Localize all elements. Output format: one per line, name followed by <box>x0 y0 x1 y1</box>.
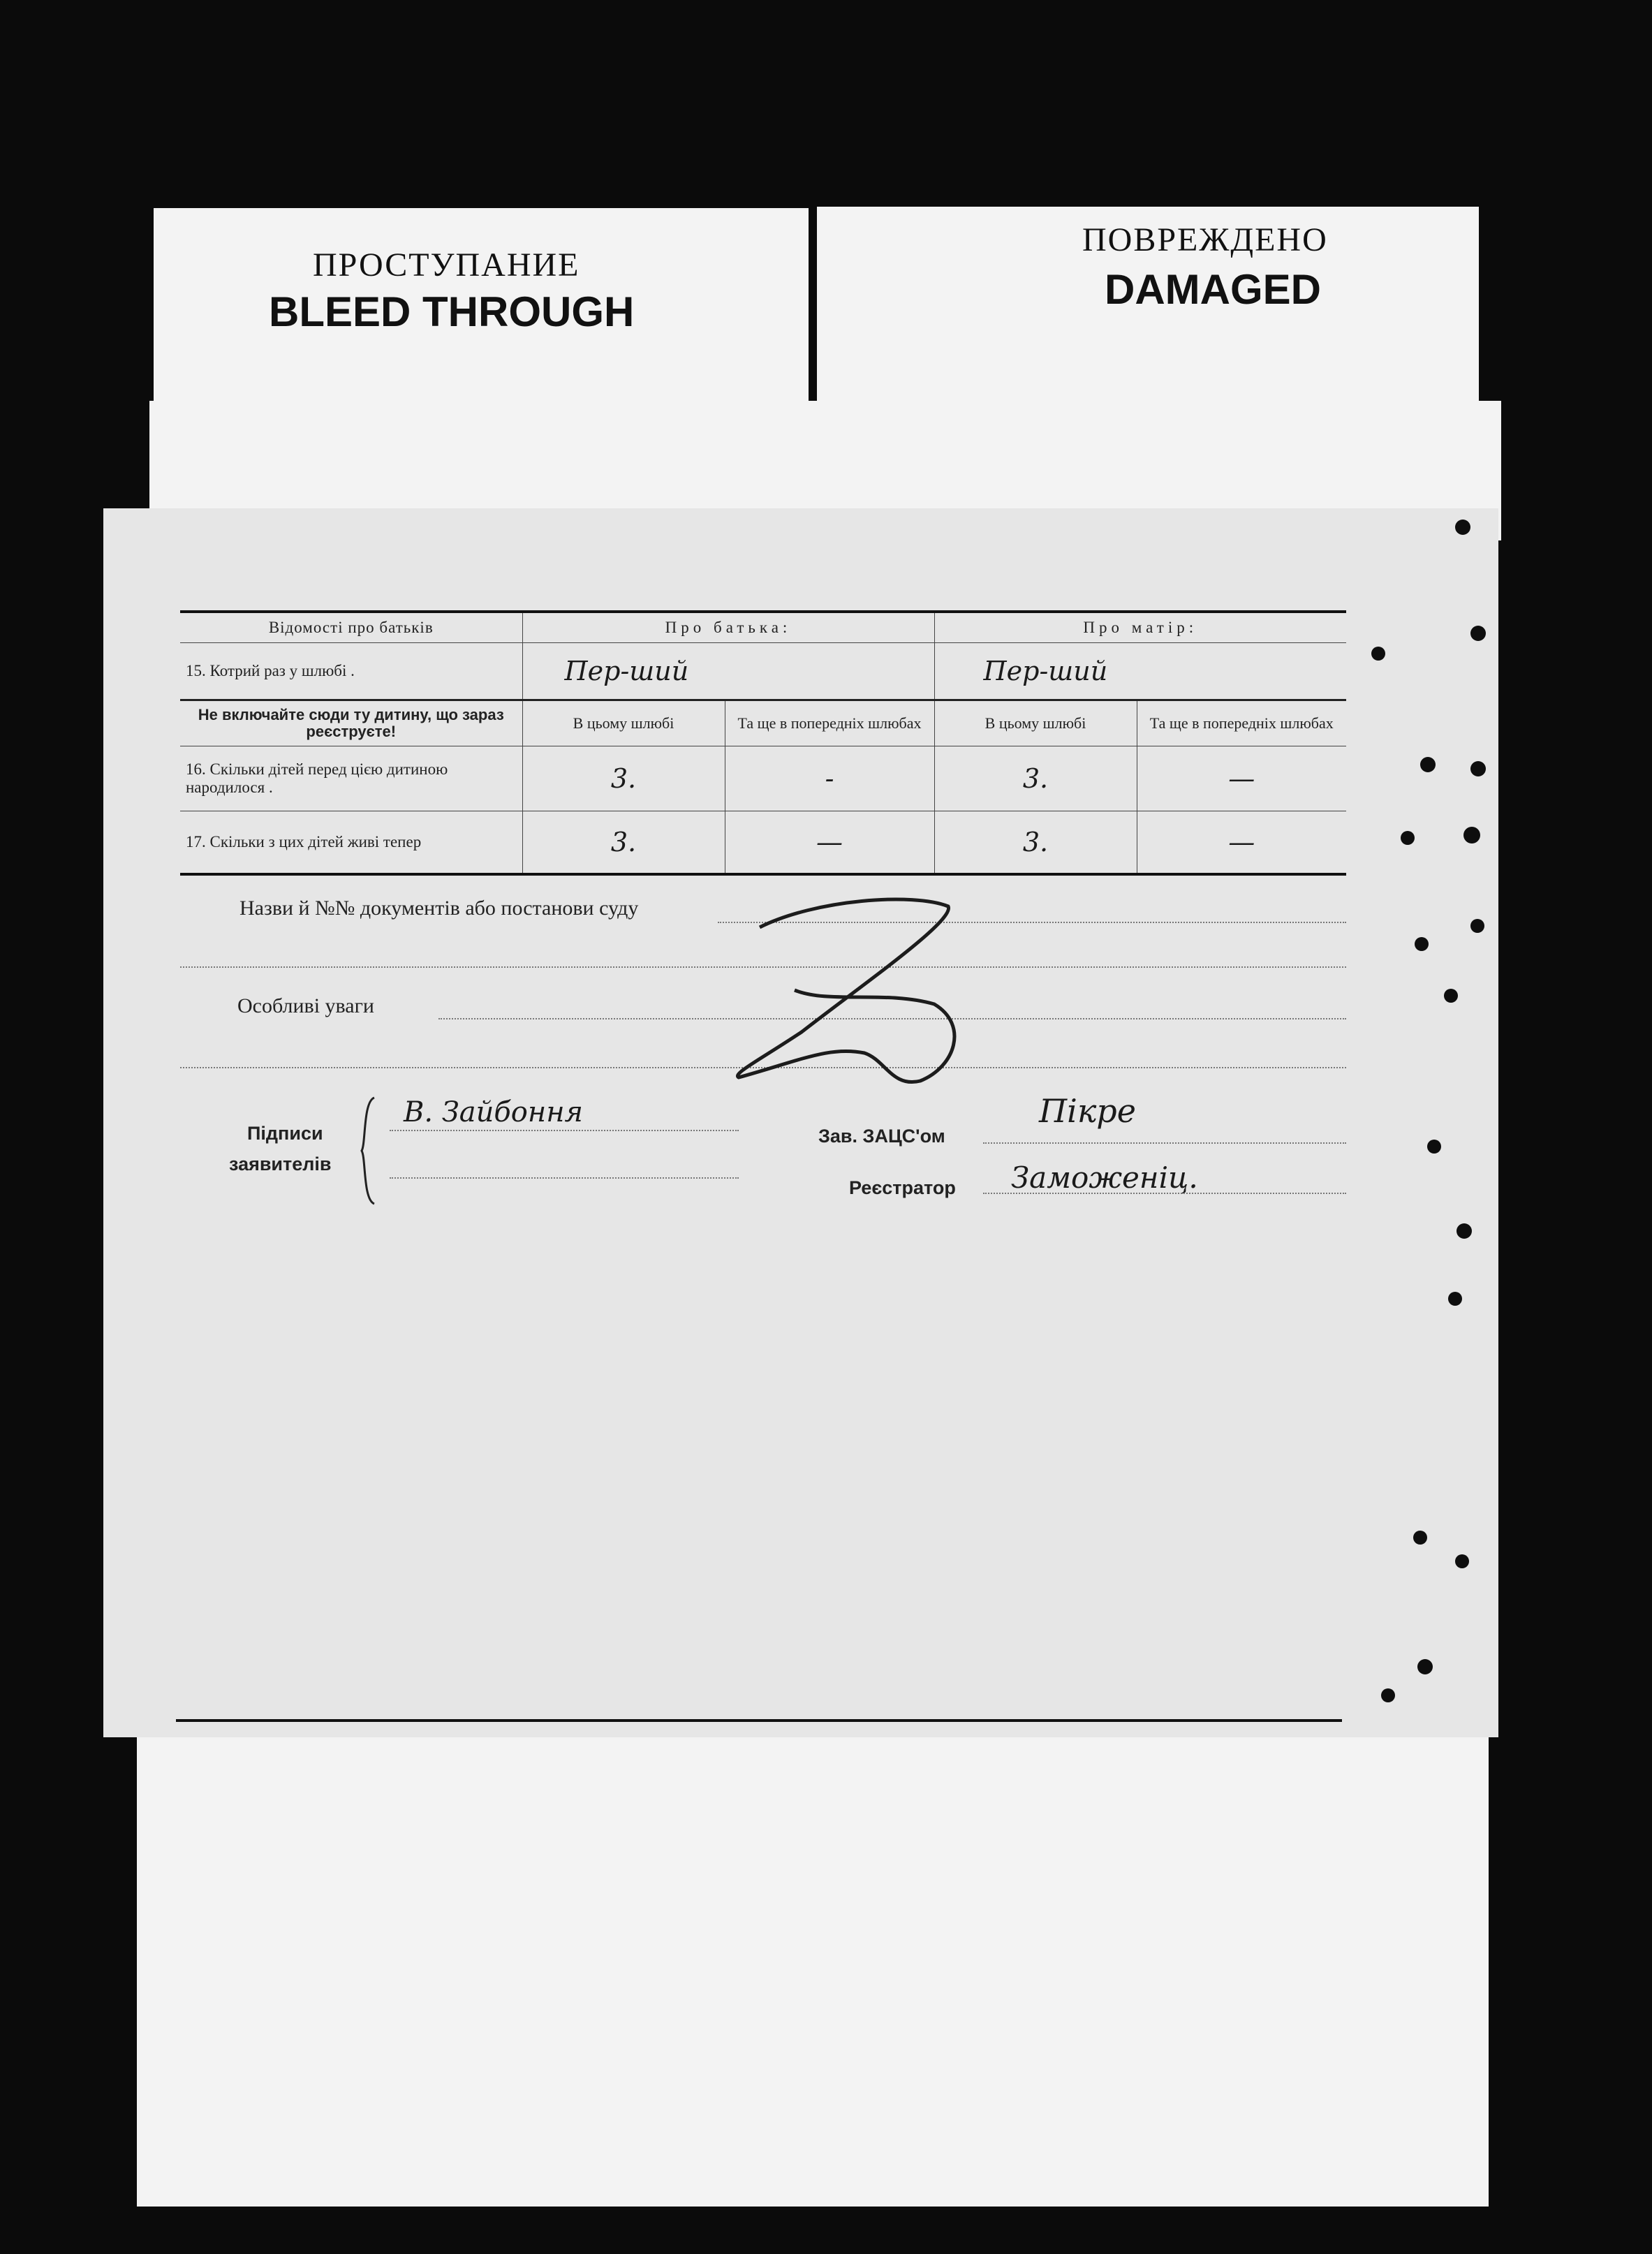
registrar-label: Реєстратор <box>849 1177 956 1198</box>
binding-hole <box>1463 827 1480 844</box>
row16-mother-this: 3. <box>1022 763 1049 794</box>
bleed-through-ru: ПРОСТУПАНИЕ <box>313 246 580 283</box>
row16-label: 16. Скільки дітей перед цією дитиною народилося . <box>180 746 522 811</box>
binding-hole <box>1470 626 1486 641</box>
binding-hole <box>1455 520 1470 535</box>
father-this-marriage-header: В цьому шлюбі <box>522 700 725 746</box>
row16-father-this: 3. <box>610 763 637 794</box>
registrar-line <box>983 1193 1346 1194</box>
binding-hole <box>1470 761 1486 776</box>
binding-hole <box>1456 1223 1472 1239</box>
binding-hole <box>1401 831 1415 845</box>
row15-father-value: Пер-ший <box>564 656 689 686</box>
bottom-rule <box>176 1719 1342 1722</box>
row16-father-prev: - <box>825 763 834 794</box>
header-parents-info: Відомості про батьків <box>180 612 522 643</box>
header-father: Про батька: <box>522 612 934 643</box>
table-row-16 <box>180 746 1346 811</box>
damaged-label-card <box>817 207 1479 411</box>
bleed-through-en: BLEED THROUGH <box>269 288 635 335</box>
damaged-ru: ПОВРЕЖДЕНО <box>1082 221 1328 258</box>
head-zags-signature: Пікре <box>1039 1092 1136 1130</box>
table-subheader-row <box>180 700 1346 746</box>
binding-hole <box>1417 1659 1433 1674</box>
table-row-15 <box>180 643 1346 700</box>
mother-previous-header: Та ще в попередніх шлюбах <box>1137 700 1346 746</box>
binding-hole <box>1455 1554 1469 1568</box>
row17-label: 17. Скільки з цих дітей живі тепер <box>180 811 522 875</box>
z-strike-mark <box>620 885 1039 1095</box>
binding-hole <box>1420 757 1436 772</box>
signatures-bracket <box>359 1095 380 1207</box>
table-row-17 <box>180 811 1346 875</box>
documents-label: Назви й №№ документів або постанови суду <box>239 897 639 920</box>
binding-hole <box>1470 919 1484 933</box>
head-zags-line <box>983 1142 1346 1144</box>
applicant-signature: В. Зайбоння <box>404 1096 584 1128</box>
damaged-en: DAMAGED <box>1105 266 1321 313</box>
binding-hole <box>1427 1140 1441 1154</box>
notes-label: Особливі уваги <box>237 994 374 1017</box>
header-mother: Про матір: <box>934 612 1346 643</box>
binding-hole <box>1444 989 1458 1003</box>
row17-mother-this: 3. <box>1022 827 1049 857</box>
table-header-row <box>180 612 1346 643</box>
row17-father-prev: — <box>816 827 843 857</box>
parents-table <box>180 610 1346 876</box>
row16-mother-prev: — <box>1228 763 1255 794</box>
row15-mother-value: Пер-ший <box>983 656 1108 686</box>
bleed-through-label-card <box>154 208 809 411</box>
signature-line-2 <box>390 1177 739 1179</box>
signatures-label-1: Підписи <box>247 1123 323 1144</box>
registrar-signature: Заможеніц. <box>1011 1161 1198 1195</box>
binding-hole <box>1381 1688 1395 1702</box>
row15-label: 15. Котрий раз у шлюбі . <box>180 643 522 700</box>
head-zags-label: Зав. ЗАЦС'ом <box>818 1126 945 1147</box>
binding-hole <box>1448 1292 1462 1306</box>
row17-mother-prev: — <box>1228 827 1255 857</box>
mother-this-marriage-header: В цьому шлюбі <box>934 700 1137 746</box>
signatures-label-2: заявителів <box>229 1154 332 1174</box>
record-form-page <box>103 508 1498 1737</box>
signature-line-1 <box>390 1130 739 1131</box>
row17-father-this: 3. <box>610 827 637 857</box>
binding-hole <box>1371 647 1385 661</box>
background-sheet-bottom <box>137 1704 1489 2207</box>
exclude-child-note: Не включайте сюди ту дитину, що зараз реєструєте! <box>180 700 522 746</box>
binding-hole <box>1413 1531 1427 1545</box>
father-previous-header: Та ще в попередніх шлюбах <box>725 700 934 746</box>
binding-hole <box>1415 937 1429 951</box>
